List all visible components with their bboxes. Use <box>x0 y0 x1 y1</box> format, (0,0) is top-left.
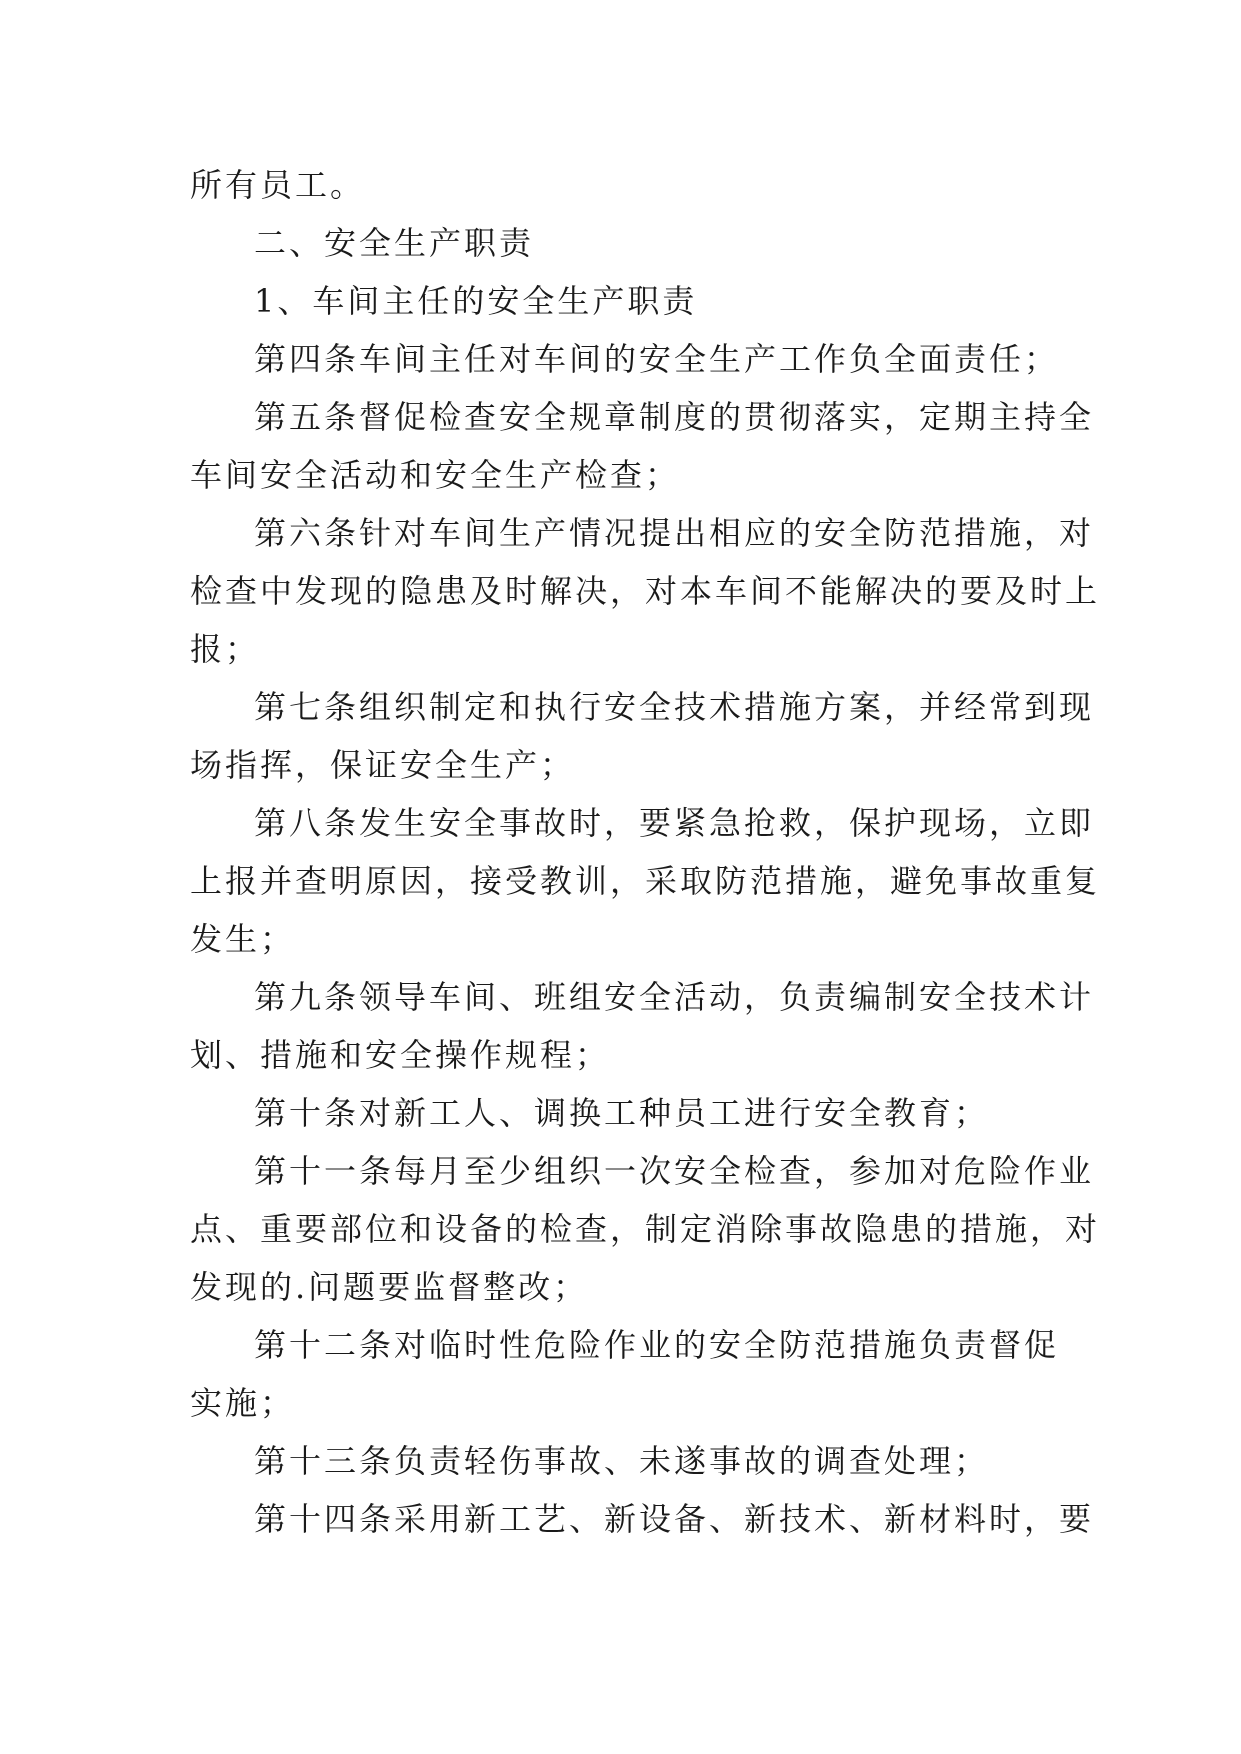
text-line: 第十一条每月至少组织一次安全检查，参加对危险作业 <box>254 1152 1095 1190</box>
text-line: 实施； <box>190 1384 296 1422</box>
text-line: 第九条领导车间、班组安全活动，负责编制安全技术计 <box>254 978 1095 1016</box>
text-line: 发现的.问题要监督整改； <box>190 1268 589 1306</box>
text-line: 第十三条负责轻伤事故、未遂事故的调查处理； <box>254 1442 990 1480</box>
section-heading: 二、安全生产职责 <box>254 224 535 262</box>
text-line: 上报并查明原因，接受教训，采取防范措施，避免事故重复 <box>190 862 1101 900</box>
text-line: 点、重要部位和设备的检查，制定消除事故隐患的措施，对 <box>190 1210 1101 1248</box>
text-line: 第四条车间主任对车间的安全生产工作负全面责任； <box>254 340 1060 378</box>
text-line: 第十条对新工人、调换工种员工进行安全教育； <box>254 1094 990 1132</box>
text-line: 第十四条采用新工艺、新设备、新技术、新材料时，要 <box>254 1500 1095 1538</box>
subsection-heading: 1、车间主任的安全生产职责 <box>254 282 698 320</box>
document-body <box>190 156 1101 1548</box>
text-line: 车间安全活动和安全生产检查； <box>190 456 681 494</box>
text-line: 第七条组织制定和执行安全技术措施方案，并经常到现 <box>254 688 1095 726</box>
text-line: 所有员工。 <box>190 166 366 204</box>
text-line: 报； <box>190 630 261 668</box>
text-line: 检查中发现的隐患及时解决，对本车间不能解决的要及时上 <box>190 572 1101 610</box>
text-line: 发生； <box>190 920 296 958</box>
text-line: 第十二条对临时性危险作业的安全防范措施负责督促 <box>254 1326 1060 1364</box>
text-line: 第八条发生安全事故时，要紧急抢救，保护现场，立即 <box>254 804 1095 842</box>
text-line: 第六条针对车间生产情况提出相应的安全防范措施，对 <box>254 514 1095 552</box>
text-line: 场指挥，保证安全生产； <box>190 746 576 784</box>
text-line: 第五条督促检查安全规章制度的贯彻落实，定期主持全 <box>254 398 1095 436</box>
text-line: 划、措施和安全操作规程； <box>190 1036 611 1074</box>
